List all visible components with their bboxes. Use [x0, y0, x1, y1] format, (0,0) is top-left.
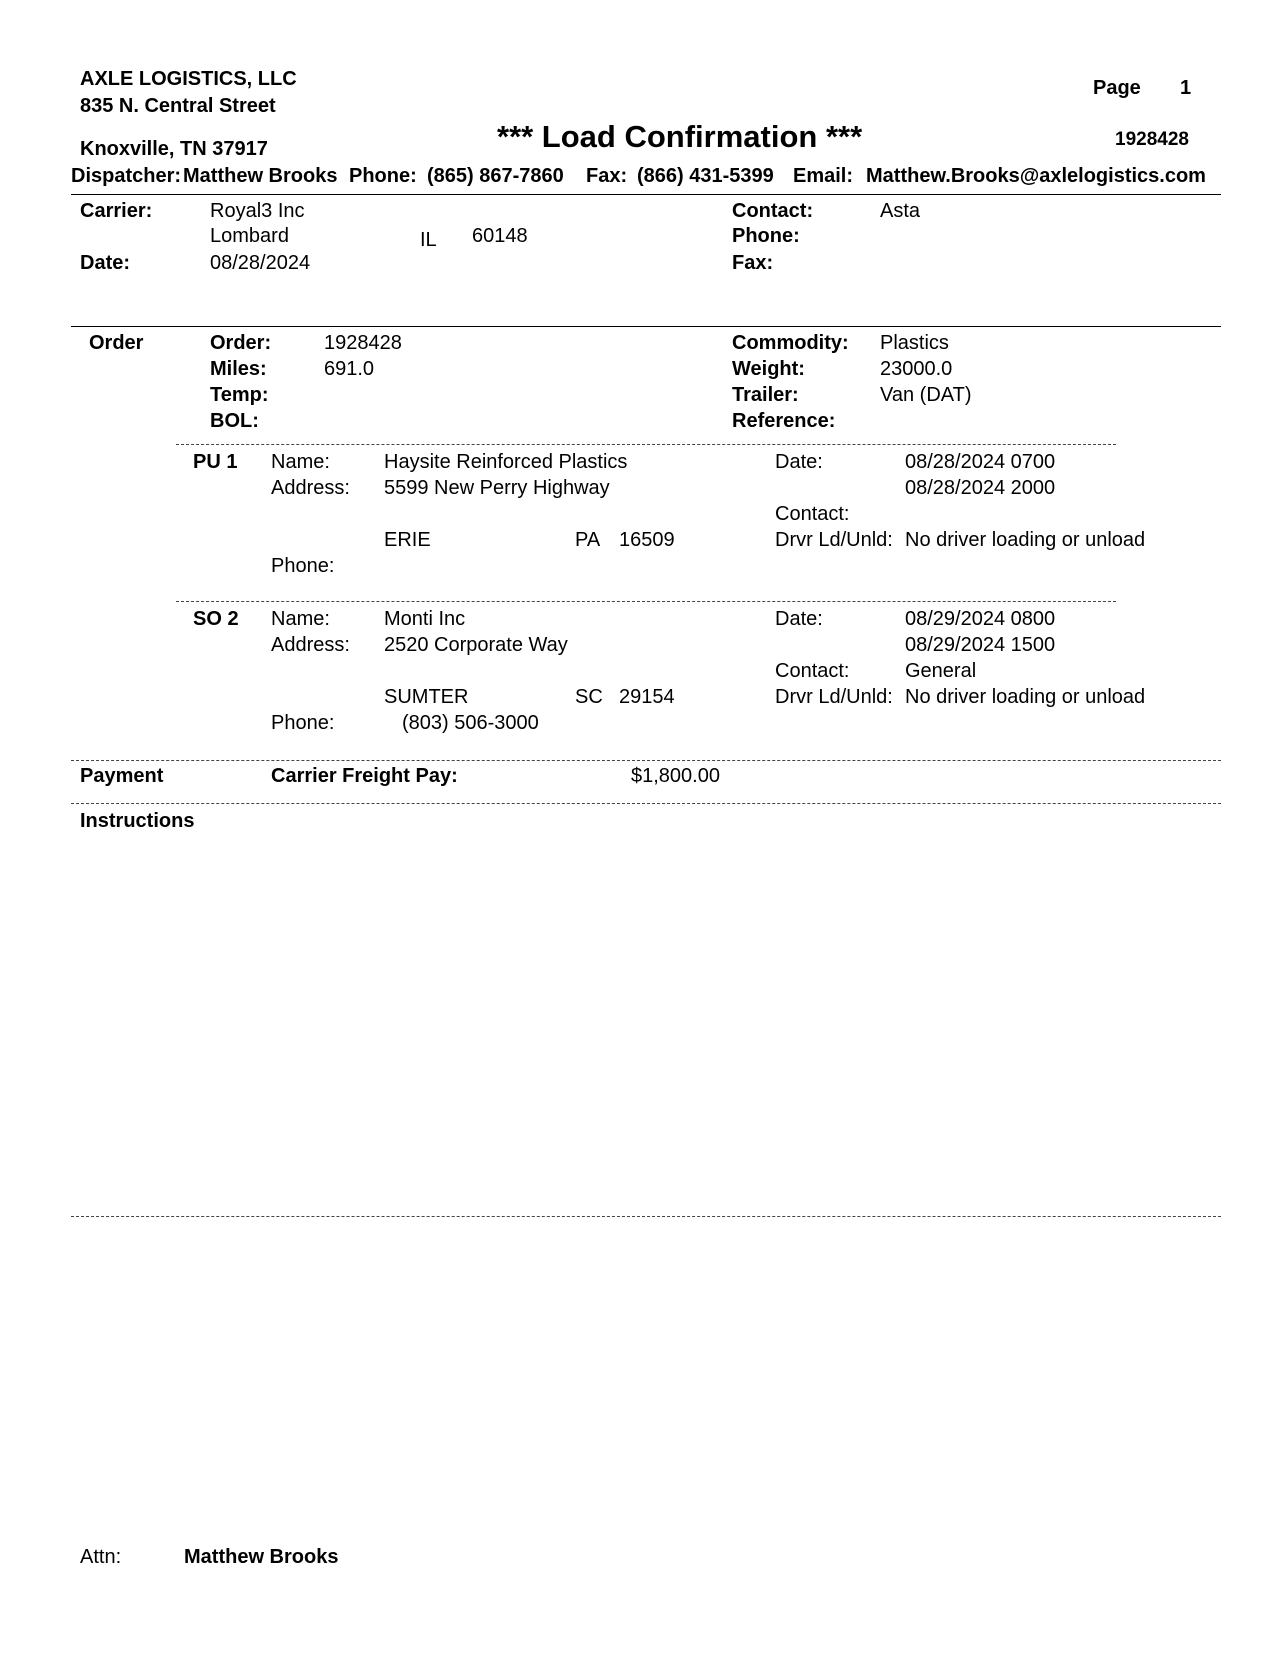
stop-city: SUMTER — [384, 686, 469, 708]
dispatcher-label: Dispatcher: — [71, 165, 182, 187]
company-city: Knoxville, TN 37917 — [80, 138, 268, 160]
freight-pay-amount: $1,800.00 — [631, 765, 720, 787]
stop-zip: 29154 — [619, 686, 675, 708]
carrier-city: Lombard — [210, 225, 289, 247]
weight-value: 23000.0 — [880, 358, 953, 380]
order-label: Order: — [210, 332, 272, 354]
dispatcher-name: Matthew Brooks — [183, 165, 338, 187]
stop-date-start: 08/28/2024 0700 — [905, 451, 1056, 473]
stop-code: PU 1 — [193, 451, 238, 473]
stop-drvr: No driver loading or unload — [905, 529, 1146, 551]
trailer-label: Trailer: — [732, 384, 799, 406]
page-label: Page — [1093, 77, 1141, 99]
stop-address-label: Address: — [271, 634, 350, 656]
stop-name-label: Name: — [271, 608, 330, 630]
dispatcher-phone-label: Phone: — [349, 165, 417, 187]
carrier-label: Carrier: — [80, 200, 153, 222]
carrier-contact-label: Contact: — [732, 200, 814, 222]
stop-phone-label: Phone: — [271, 555, 335, 577]
dispatcher-phone: (865) 867-7860 — [427, 165, 564, 187]
stop-divider — [176, 444, 1116, 445]
order-number: 1928428 — [324, 332, 402, 354]
carrier-state: IL — [420, 229, 437, 251]
page-number: 1 — [1180, 77, 1192, 99]
miles-label: Miles: — [210, 358, 267, 380]
stop-zip: 16509 — [619, 529, 675, 551]
carrier-name: Royal3 Inc — [210, 200, 305, 222]
dispatcher-fax: (866) 431-5399 — [637, 165, 774, 187]
weight-label: Weight: — [732, 358, 805, 380]
load-number: 1928428 — [1115, 129, 1189, 150]
stop-phone-label: Phone: — [271, 712, 335, 734]
stop-date-end: 08/29/2024 1500 — [905, 634, 1056, 656]
stop-divider — [176, 601, 1116, 602]
bol-label: BOL: — [210, 410, 259, 432]
stop-phone: (803) 506-3000 — [402, 712, 539, 734]
instructions-divider — [71, 1216, 1221, 1217]
dispatcher-email[interactable]: Matthew.Brooks@axlelogistics.com — [866, 165, 1206, 187]
stop-code: SO 2 — [193, 608, 239, 630]
stop-date-start: 08/29/2024 0800 — [905, 608, 1056, 630]
order-section-label: Order — [89, 332, 144, 354]
payment-section-label: Payment — [80, 765, 164, 787]
stop-date-end: 08/28/2024 2000 — [905, 477, 1056, 499]
dispatcher-fax-label: Fax: — [586, 165, 628, 187]
instructions-label: Instructions — [80, 810, 195, 832]
stop-name: Monti Inc — [384, 608, 466, 630]
stop-contact-label: Contact: — [775, 660, 850, 682]
stop-state: SC — [575, 686, 603, 708]
miles-value: 691.0 — [324, 358, 375, 380]
reference-label: Reference: — [732, 410, 836, 432]
freight-pay-label: Carrier Freight Pay: — [271, 765, 458, 787]
stop-address: 2520 Corporate Way — [384, 634, 568, 656]
company-name: AXLE LOGISTICS, LLC — [80, 68, 297, 90]
carrier-zip: 60148 — [472, 225, 528, 247]
stop-address-label: Address: — [271, 477, 350, 499]
commodity-value: Plastics — [880, 332, 949, 354]
stop-name-label: Name: — [271, 451, 330, 473]
commodity-label: Commodity: — [732, 332, 849, 354]
stop-contact: General — [905, 660, 977, 682]
carrier-date-label: Date: — [80, 252, 131, 274]
carrier-divider — [71, 326, 1221, 327]
temp-label: Temp: — [210, 384, 269, 406]
carrier-date: 08/28/2024 — [210, 252, 311, 274]
dispatcher-email-label: Email: — [793, 165, 854, 187]
payment-bottom-divider — [71, 803, 1221, 804]
carrier-contact: Asta — [880, 200, 921, 222]
attn-label: Attn: — [80, 1546, 122, 1568]
stop-contact-label: Contact: — [775, 503, 850, 525]
company-street: 835 N. Central Street — [80, 95, 276, 117]
trailer-value: Van (DAT) — [880, 384, 972, 406]
stop-date-label: Date: — [775, 451, 823, 473]
attn-name: Matthew Brooks — [184, 1546, 339, 1568]
carrier-fax-label: Fax: — [732, 252, 774, 274]
carrier-phone-label: Phone: — [732, 225, 800, 247]
doc-title: *** Load Confirmation *** — [497, 119, 863, 154]
payment-top-divider — [71, 760, 1221, 761]
stop-drvr-label: Drvr Ld/Unld: — [775, 529, 893, 551]
stop-city: ERIE — [384, 529, 431, 551]
stop-address: 5599 New Perry Highway — [384, 477, 610, 499]
stop-drvr-label: Drvr Ld/Unld: — [775, 686, 893, 708]
stop-state: PA — [575, 529, 601, 551]
stop-date-label: Date: — [775, 608, 823, 630]
stop-name: Haysite Reinforced Plastics — [384, 451, 628, 473]
stop-drvr: No driver loading or unload — [905, 686, 1146, 708]
header-divider — [71, 194, 1221, 195]
